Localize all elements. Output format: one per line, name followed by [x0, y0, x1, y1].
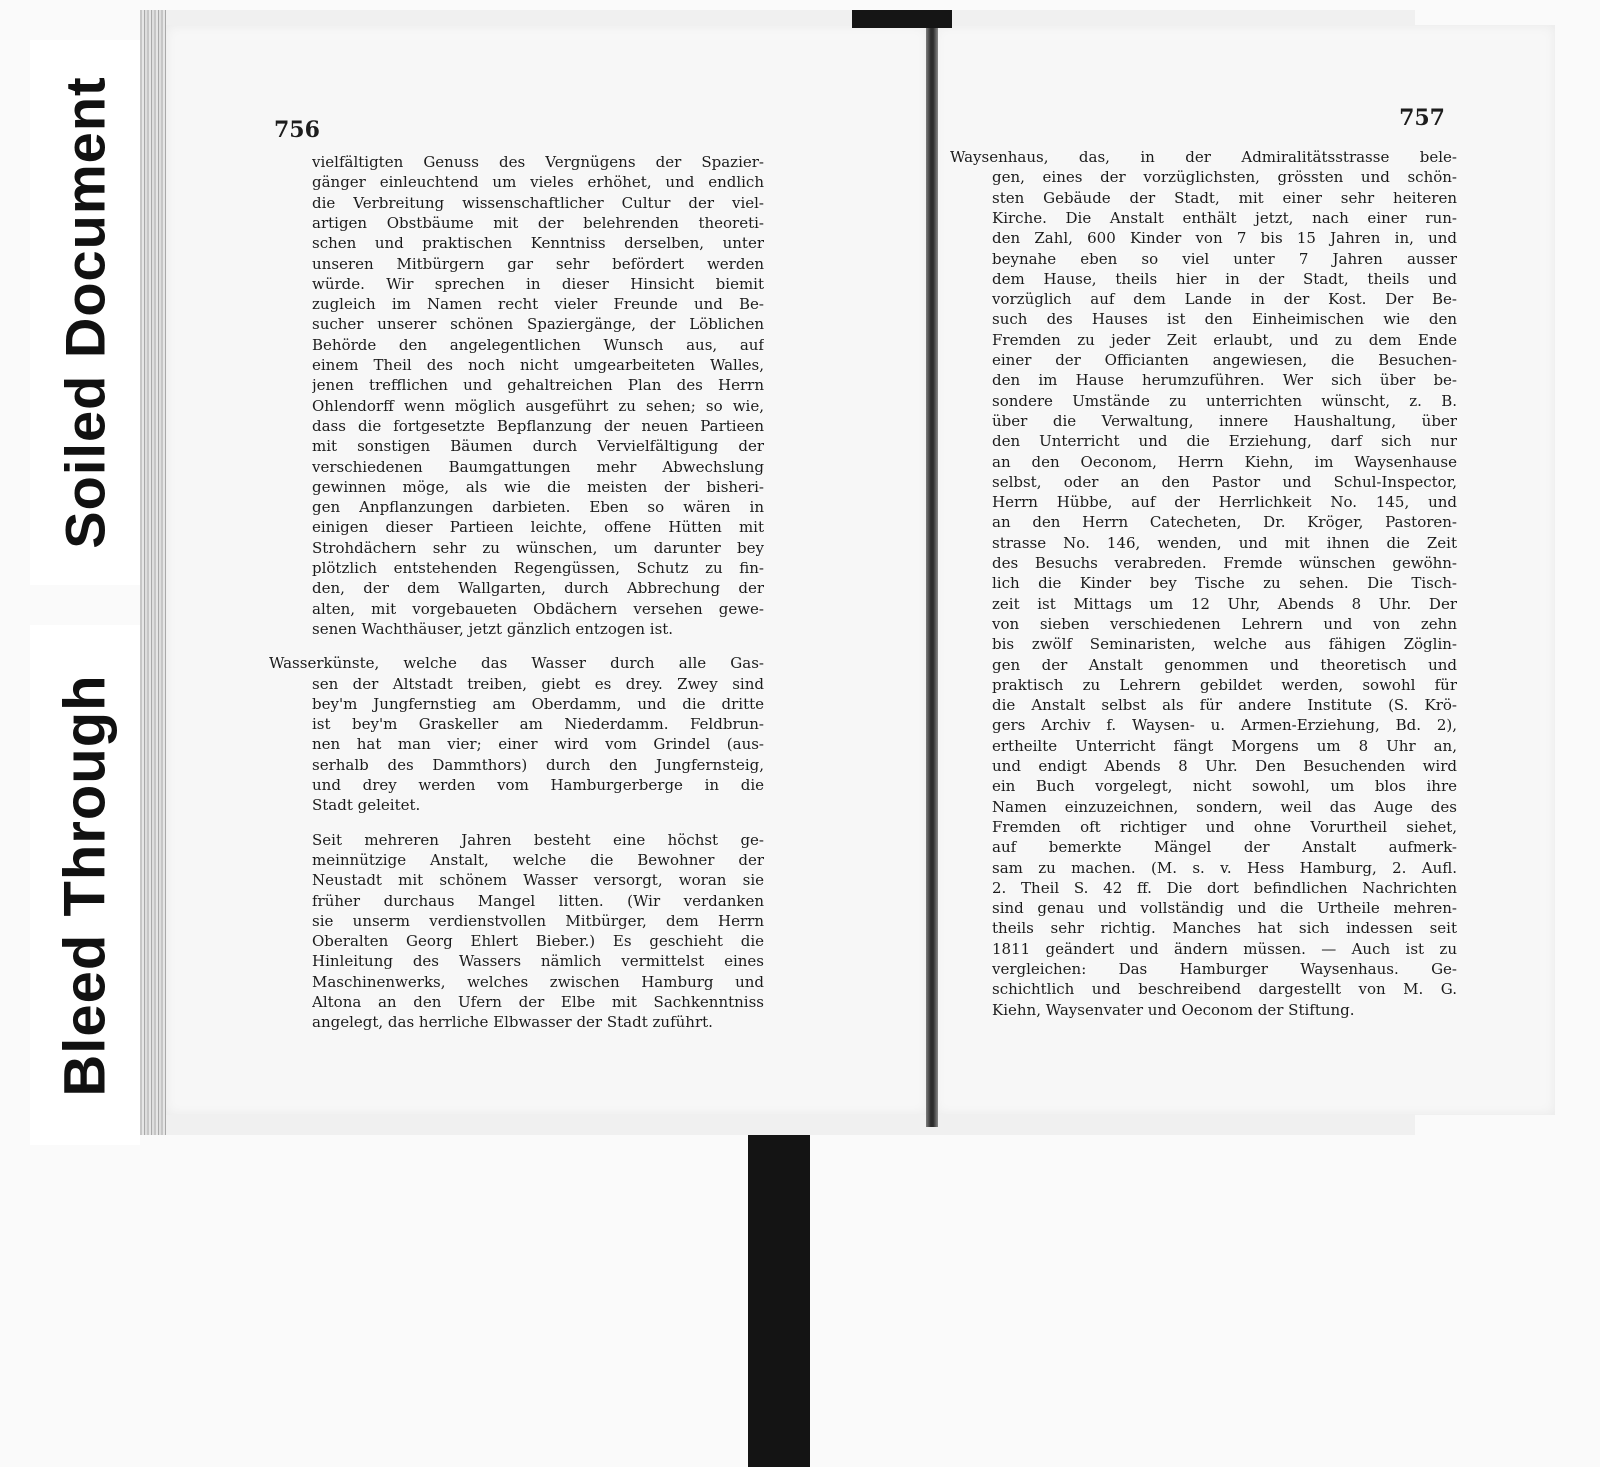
text-line: 1811 geändert und ändern müssen. — Auch ist zu — [992, 939, 1457, 958]
text-line: vielfältigten Genuss des Vergnügens der Spazier- — [312, 153, 764, 171]
text-line: gen der Anstalt genommen und theoretisch und — [992, 655, 1457, 674]
text-line: Hinleitung des Wassers nämlich vermittelst eines — [312, 952, 764, 971]
text-line: Altona an den Ufern der Elbe mit Sachkenntniss — [312, 993, 764, 1011]
text-line: sondere Umstände zu unterrichten wünscht, z. B. — [992, 391, 1457, 410]
text-line: Fremden oft richtiger und ohne Vorurtheil siehet, — [992, 817, 1457, 836]
text-line: sam zu machen. (M. s. v. Hess Hamburg, 2. Aufl. — [992, 858, 1457, 877]
text-line: Stadt geleitet. — [312, 796, 421, 815]
text-line: bis zwölf Seminaristen, welche aus fähigen Zöglin- — [992, 635, 1457, 654]
text-line: gänger einleuchtend um vieles erhöhet, und endlich — [312, 173, 764, 192]
right-page-number: 757 — [1399, 105, 1445, 131]
text-line: sten Gebäude der Stadt, mit einer sehr heiteren — [992, 188, 1457, 207]
text-line: dem Hause, theils hier in der Stadt, theils und — [992, 269, 1457, 288]
text-line: praktisch zu Lehrern gebildet werden, sowohl für — [992, 675, 1457, 694]
text-line: theils sehr richtig. Manches hat sich indessen seit — [992, 919, 1457, 938]
bleed-through-label — [30, 625, 140, 1145]
text-line: gers Archiv f. Waysen- u. Armen-Erziehung, Bd. 2), — [992, 716, 1457, 735]
text-line: serhalb des Dammthors) durch den Jungfernsteig, — [312, 755, 764, 774]
text-line: gen, eines der vorzüglichsten, grössten und schön- — [992, 168, 1457, 187]
text-line: von sieben verschiedenen Lehrern und von zehn — [992, 614, 1457, 633]
text-line: 2. Theil S. 42 ff. Die dort befindlichen Nachrichten — [992, 878, 1457, 897]
text-line: sucher unserer schönen Spaziergänge, der Löblichen — [312, 315, 764, 334]
book-gutter — [926, 15, 938, 1127]
text-line: einer der Officianten angewiesen, die Besuchen- — [992, 351, 1457, 369]
text-line: sie unserm verdienstvollen Mitbürger, dem Herrn — [312, 911, 764, 930]
text-line: an den Oeconom, Herrn Kiehn, im Waysenhause — [992, 452, 1457, 471]
binding-clip-bottom — [748, 1135, 810, 1467]
text-line: nen hat man vier; einer wird vom Grindel (aus- — [312, 735, 764, 754]
text-line: Herrn Hübbe, auf der Herrlichkeit No. 145, und — [992, 493, 1457, 512]
text-line: sen der Altstadt treiben, giebt es drey. Zwey sind — [312, 674, 764, 693]
text-line: artigen Obstbäume mit der belehrenden theoreti- — [312, 213, 764, 232]
text-line: dass die fortgesetzte Bepflanzung der neuen Partieen — [312, 416, 764, 435]
text-line: senen Wachthäuser, jetzt gänzlich entzogen ist. — [312, 619, 674, 638]
text-line: vorzüglich auf dem Lande in der Kost. Der Be- — [992, 290, 1457, 309]
text-line: und endigt Abends 8 Uhr. Den Besuchenden wird — [992, 757, 1457, 775]
page-edges — [140, 10, 166, 1135]
text-line: und drey werden vom Hamburgerberge in die — [312, 776, 764, 794]
text-line: verschiedenen Baumgattungen mehr Abwechslung — [312, 457, 764, 476]
text-line: unseren Mitbürgern gar sehr befördert werden — [312, 254, 764, 273]
text-line: Maschinenwerks, welches zwischen Hamburg und — [312, 972, 764, 991]
text-line: Ohlendorff wenn möglich ausgeführt zu sehen; so wie, — [312, 396, 764, 415]
open-book — [140, 10, 1457, 1135]
text-line: vergleichen: Das Hamburger Waysenhaus. Ge- — [992, 960, 1457, 978]
soiled-document-text: Soiled Document — [53, 76, 117, 549]
left-page-number: 756 — [274, 117, 320, 143]
text-line: den Unterricht und die Erziehung, darf sich nur — [992, 432, 1457, 451]
text-line: meinnützige Anstalt, welche die Bewohner der — [312, 850, 764, 869]
text-line: einigen dieser Partieen leichte, offene Hütten mit — [312, 518, 764, 537]
text-line: den im Hause herumzuführen. Wer sich über be- — [992, 371, 1457, 390]
text-line: zugleich im Namen recht vieler Freunde und Be- — [312, 295, 764, 314]
text-line: ertheilte Unterricht fängt Morgens um 8 Uhr an, — [992, 736, 1457, 755]
text-line: Kirche. Die Anstalt enthält jetzt, nach einer run- — [992, 208, 1457, 227]
text-line: Wasserkünste, welche das Wasser durch alle Gas- — [269, 654, 764, 673]
text-line: Namen einzuzeichnen, sondern, weil das Auge des — [992, 797, 1457, 816]
text-line: lich die Kinder bey Tische zu sehen. Die Tisch- — [992, 574, 1457, 593]
text-line: jenen trefflichen und gehaltreichen Plan des Herrn — [312, 376, 764, 395]
text-line: Strohdächern sehr zu wünschen, um darunter bey — [312, 538, 764, 557]
text-line: auf bemerkte Mängel der Anstalt aufmerk- — [992, 838, 1457, 857]
text-line: an den Herrn Catecheten, Dr. Kröger, Pastoren- — [992, 513, 1457, 532]
text-line: beynahe eben so viel unter 7 Jahren ausser — [992, 249, 1457, 268]
text-line: sind genau und vollständig und die Urtheile mehren- — [992, 899, 1457, 918]
text-line: ein Buch vorgelegt, nicht sowohl, um blos ihre — [992, 777, 1457, 796]
text-line: gewinnen möge, als wie die meisten der bisheri- — [312, 477, 764, 496]
text-line: such des Hauses ist den Einheimischen wie den — [992, 310, 1457, 329]
text-line: früher durchaus Mangel litten. (Wir verdanken — [312, 891, 764, 910]
text-line: die Verbreitung wissenschaftlicher Cultur der viel- — [312, 193, 764, 212]
left-page — [166, 25, 928, 1115]
right-page — [935, 25, 1555, 1115]
text-line: einem Theil des noch nicht umgearbeiteten Walles, — [312, 356, 764, 374]
text-line: bey'm Jungfernstieg am Oberdamm, und die dritte — [312, 694, 764, 713]
text-line: Oberalten Georg Ehlert Bieber.) Es geschieht die — [312, 932, 764, 951]
text-line: zeit ist Mittags um 12 Uhr, Abends 8 Uhr. Der — [992, 594, 1457, 613]
text-line: Kiehn, Waysenvater und Oeconom der Stiftung. — [992, 1000, 1355, 1019]
archival-labels — [30, 40, 140, 1100]
text-line: alten, mit vorgebaueten Obdächern versehen gewe- — [312, 599, 764, 618]
text-line: des Besuchs verabreden. Fremde wünschen gewöhn- — [992, 554, 1457, 572]
soiled-document-label — [30, 40, 140, 585]
bleed-through-text: Bleed Through — [52, 673, 118, 1097]
text-line: gen Anpflanzungen darbieten. Eben so wären in — [312, 498, 764, 517]
text-line: würde. Wir sprechen in dieser Hinsicht biemit — [312, 274, 764, 293]
text-line: selbst, oder an den Pastor und Schul-Inspector, — [992, 472, 1457, 491]
text-line: angelegt, das herrliche Elbwasser der Stadt zuführt. — [312, 1013, 713, 1032]
text-line: mit sonstigen Bäumen durch Vervielfältigung der — [312, 437, 764, 456]
text-line: Fremden zu jeder Zeit erlaubt, und zu dem Ende — [992, 330, 1457, 349]
text-line: den Zahl, 600 Kinder von 7 bis 15 Jahren in, und — [992, 229, 1457, 248]
text-line: ist bey'm Graskeller am Niederdamm. Feldbrun- — [312, 715, 764, 734]
text-line: Seit mehreren Jahren besteht eine höchst ge- — [312, 830, 764, 849]
text-line: Waysenhaus, das, in der Admiralitätsstrasse bele- — [950, 148, 1457, 166]
text-line: Neustadt mit schönem Wasser versorgt, woran sie — [312, 871, 764, 890]
text-line: die Anstalt selbst als für andere Institute (S. Krö- — [992, 696, 1457, 715]
binding-clip-top — [852, 10, 952, 28]
text-line: schichtlich und beschreibend dargestellt von M. G. — [992, 980, 1457, 999]
text-line: strasse No. 146, wenden, und mit ihnen die Zeit — [992, 533, 1457, 552]
text-line: plötzlich entstehenden Regengüssen, Schutz zu fin- — [312, 559, 764, 577]
text-line: über die Verwaltung, innere Haushaltung, über — [992, 411, 1457, 430]
text-line: Behörde den angelegentlichen Wunsch aus, auf — [312, 335, 764, 354]
text-line: den, der dem Wallgarten, durch Abbrechung der — [312, 579, 764, 598]
text-line: schen und praktischen Kenntniss derselben, unter — [312, 234, 764, 253]
